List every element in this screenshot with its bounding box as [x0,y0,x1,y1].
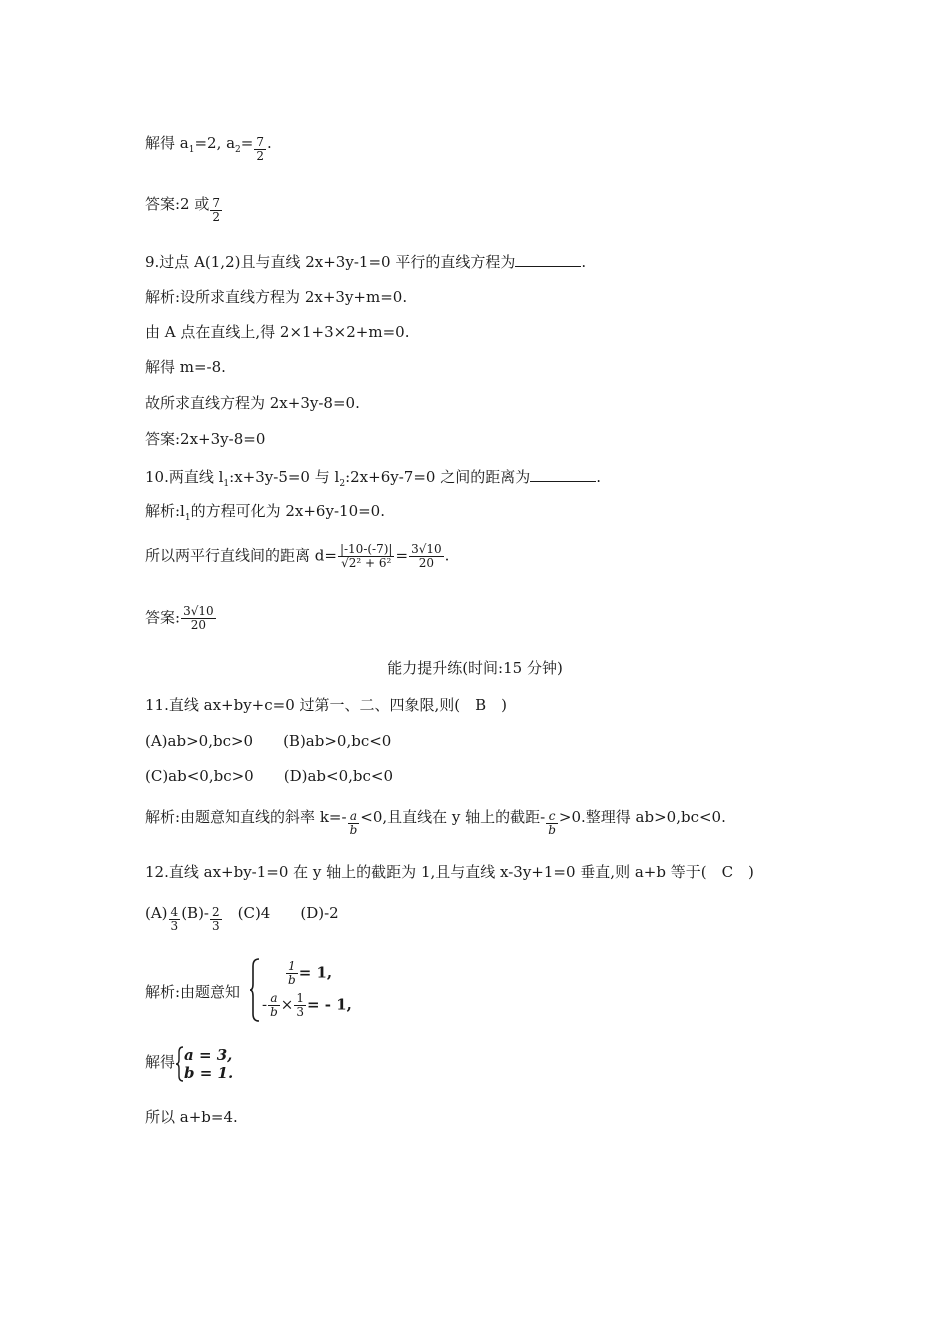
q10-analysis-1 [145,502,385,527]
section-title: 能力提升练(时间:15 分钟) [387,659,563,677]
numerator: 3√10 [183,604,214,618]
fraction [294,992,306,1019]
q11-analysis [145,808,726,837]
result-fraction [409,543,444,570]
text: (A) [145,904,168,922]
fraction [210,197,222,224]
solution-line-a1a2 [145,134,272,163]
q9-analysis-3: 解得 m=-8. [145,358,226,376]
answer-line-8 [145,195,223,224]
q11-options-cd: (C)ab<0,bc>0 (D)ab<0,bc<0 [145,767,393,785]
fraction [286,960,298,987]
text: = [240,134,254,152]
text: . [267,134,272,152]
q12-options [145,904,339,933]
numerator: 7 [212,196,221,210]
denominator: 2 [256,149,264,163]
q9-analysis-4: 故所求直线方程为 2x+3y-8=0. [145,394,360,412]
answer-blank [530,467,596,482]
denominator: √2² + 6² [341,556,392,570]
fraction [254,136,266,163]
text: 答案: [145,608,181,627]
fraction [181,605,216,632]
left-brace-icon [250,958,260,1022]
q10-answer [145,605,217,632]
q9-analysis-1: 解析:设所求直线方程为 2x+3y+m=0. [145,288,408,306]
text: = [395,546,409,565]
text: 的方程可化为 2x+6y-10=0. [190,502,385,520]
denominator: b [349,823,358,837]
text: =2, a [194,134,236,152]
text: × [280,995,294,1014]
numerator: 1 [286,960,298,974]
denominator: 3 [170,919,179,933]
text: <0,且直线在 y 轴上的截距- [360,808,546,826]
solution-row-1: a = 3, [184,1046,233,1064]
text: :2x+6y-7=0 之间的距离为 [345,468,531,486]
numerator: a [348,810,360,824]
text: 解得 a [145,134,189,152]
denominator: 3 [211,919,220,933]
text: 10.两直线 l [145,468,224,486]
subscript: 2 [235,145,241,155]
question-9 [145,252,586,271]
text: = 1, [298,963,333,982]
numerator: 7 [256,135,264,149]
numerator: 4 [170,905,179,919]
solution-row-2: b = 1. [184,1064,234,1082]
answer-blank [515,252,581,267]
subscript: 1 [188,145,195,155]
text: - [262,995,268,1014]
question-11: 11.直线 ax+by+c=0 过第一、二、四象限,则( B ) [145,696,508,714]
q12-solve-label: 解得 [145,1053,176,1071]
denominator: 2 [212,210,221,224]
denominator: b [548,823,556,837]
question-12: 12.直线 ax+by-1=0 在 y 轴上的截距为 1,且与直线 x-3y+1=0 垂直,则 a+b 等于( C ) [145,863,754,881]
q11-options-ab: (A)ab>0,bc>0 (B)ab>0,bc<0 [145,732,392,750]
left-brace-icon [176,1046,184,1082]
q9-analysis-2: 由 A 点在直线上,得 2×1+3×2+m=0. [145,323,410,341]
text: 所以两平行直线间的距离 d= [145,546,337,565]
text: 9.过点 A(1,2)且与直线 2x+3y-1=0 平行的直线方程为 [145,253,516,271]
text: . [444,546,450,565]
numerator: 3√10 [411,542,442,556]
text: . [581,253,587,271]
fraction [268,992,280,1019]
numerator: 1 [296,991,304,1005]
q12-conclusion: 所以 a+b=4. [145,1108,238,1126]
denominator: 20 [418,556,434,570]
numerator: 2 [211,905,220,919]
text: >0.整理得 ab>0,bc<0. [558,808,726,826]
q10-analysis-2 [145,543,449,570]
text: . [596,468,601,486]
subscript: 2 [339,479,346,489]
denominator: 3 [296,1005,304,1019]
text: 答案:2 或 [145,195,210,213]
system-row-1 [285,960,332,987]
text: 解析:l [145,502,185,520]
numerator: |-10-(-7)| [339,542,393,556]
numerator: c [546,810,558,824]
denominator: b [288,973,296,987]
fraction [169,906,181,933]
numerator: a [268,992,280,1006]
subscript: 1 [223,479,230,489]
text: (C)4 (D)-2 [222,904,339,922]
distance-fraction [338,543,395,570]
text: = - 1, [306,995,352,1014]
denominator: 20 [190,618,206,632]
system-row-2 [262,992,352,1019]
text: 解析:由题意知直线的斜率 k=- [145,808,347,826]
fraction [210,906,222,933]
q9-answer: 答案:2x+3y-8=0 [145,430,266,448]
question-10 [145,467,601,493]
denominator: b [270,1005,278,1019]
subscript: 1 [184,513,191,523]
text: :x+3y-5=0 与 l [229,468,340,486]
fraction [546,810,558,837]
q12-analysis-label: 解析:由题意知 [145,983,241,1001]
fraction [348,810,360,837]
text: (B)- [181,904,209,922]
